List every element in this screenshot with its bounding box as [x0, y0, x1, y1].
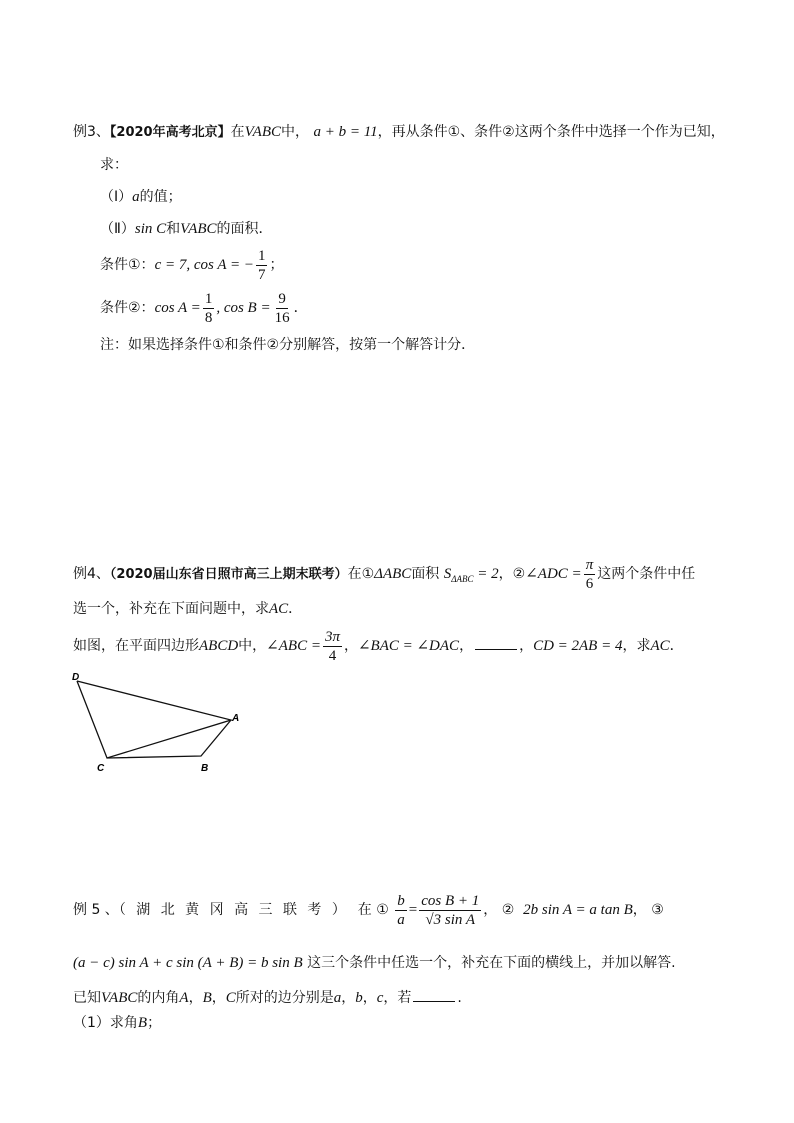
- ex4-prefix: 例4、: [73, 566, 110, 582]
- c2-label: 条件②：: [100, 300, 155, 316]
- ex4-l3-angle: ∠ABC =: [266, 638, 321, 654]
- ex5-sep: ，: [341, 990, 356, 1006]
- ex4-l3-ac: AC: [650, 638, 670, 654]
- label-D: D: [72, 672, 80, 683]
- ex5-A: A: [179, 990, 189, 1006]
- c2-fraction-2: [273, 290, 292, 327]
- ex4-answer-blank: [475, 637, 517, 650]
- label-A: A: [232, 713, 240, 724]
- ex5-vc: c: [376, 990, 384, 1006]
- figure-edges-dca: [77, 681, 231, 758]
- ex5-text: ， ②: [483, 902, 515, 918]
- ex4-area-val: = 2: [473, 566, 499, 582]
- ex4-area: S: [443, 566, 452, 582]
- ex5-sep: ，: [188, 990, 203, 1006]
- ex4-text: 在①: [347, 566, 375, 582]
- ex4-line2-end: ．: [288, 601, 303, 617]
- ex5-eq: =: [408, 902, 418, 918]
- ex5-l3-e: ，若: [383, 990, 412, 1006]
- ex4-l3-c: ，: [343, 638, 358, 654]
- c1-expr: c = 7, cos A = −: [154, 257, 254, 273]
- ex4-line3: [73, 626, 684, 666]
- ex4-l3-eq: ∠BAC = ∠DAC: [357, 638, 460, 654]
- ex4-l3-g: ．: [669, 638, 684, 654]
- ex5-line3: [73, 988, 462, 1008]
- ex5-q1-var: B: [137, 1015, 148, 1031]
- ex4-3pi-fraction: [323, 628, 342, 665]
- ex4-l3-f: ，求: [622, 638, 651, 654]
- ex3-condition-sum: a + b = 11: [313, 124, 378, 140]
- c1-label: 条件①：: [100, 257, 155, 273]
- ex4-quad: ABCD: [199, 638, 239, 654]
- q2-label: （Ⅱ）: [100, 221, 135, 237]
- ex5-f1-num: b: [397, 892, 405, 909]
- ex5-vb: b: [355, 990, 363, 1006]
- ex3-question-1: [100, 187, 182, 207]
- c1-fraction: [256, 247, 268, 284]
- ex5-cond2: 2b sin A = a tan B: [523, 902, 633, 918]
- ex4-pi-fraction: [584, 556, 596, 593]
- q2-tri: VABC: [180, 221, 217, 237]
- ex5-sep: ，: [362, 990, 377, 1006]
- ex3-note: 注：如果选择条件①和条件②分别解答，按第一个解答计分．: [100, 337, 476, 353]
- label-B: B: [201, 763, 209, 774]
- ex3-line2: 求：: [100, 157, 128, 173]
- ex4-line2-text: 选一个，补充在下面问题中，求: [73, 601, 269, 617]
- ex3-source: 【2020年高考北京】: [109, 125, 231, 140]
- ex4-text: 面积: [411, 566, 440, 582]
- ex3-line1: [73, 122, 725, 143]
- ex4-angle: ∠ADC =: [525, 566, 582, 582]
- c2-fraction-1: [203, 290, 215, 327]
- ex4-l3-b: 中，: [238, 638, 267, 654]
- c2-num1: 1: [204, 290, 213, 307]
- ex4-line1: [73, 554, 695, 599]
- q2-mid: 和: [166, 221, 181, 237]
- q1-var: a: [132, 189, 140, 205]
- q2-text: 的面积．: [216, 221, 273, 237]
- ex5-q1-end: ；: [147, 1015, 162, 1031]
- ex4-text: ，②: [498, 566, 526, 582]
- c2-end: ．: [293, 300, 308, 316]
- c2-den1: 8: [204, 309, 213, 326]
- ex5-answer-blank: [413, 989, 455, 1002]
- c1-end: ；: [269, 257, 284, 273]
- ex5-cond3: (a − c) sin A + c sin (A + B) = b sin B: [73, 955, 303, 971]
- ex5-B: B: [202, 990, 212, 1006]
- c2-expr2: , cos B =: [216, 300, 271, 316]
- ex3-text: 在: [230, 124, 245, 140]
- ex4-area-sub: ΔABC: [451, 573, 474, 584]
- ex5-C: C: [225, 990, 236, 1006]
- q1-label: （Ⅰ）: [100, 189, 133, 205]
- ex5-l3-d: 所对的边分别是: [235, 990, 334, 1006]
- ex5-question-1: [73, 1013, 161, 1033]
- ex4-3pi-den: 4: [328, 647, 337, 664]
- ex5-source: （ 湖 北 黄 冈 高 三 联 考 ）: [118, 902, 349, 918]
- c2-num2: 9: [278, 290, 286, 307]
- ex3-prefix: 例3、: [73, 124, 110, 140]
- ex3-text: ，再从条件①、条件②这两个条件中选择一个作为已知，: [377, 124, 725, 140]
- ex3-text: 中，: [281, 124, 309, 140]
- ex3-condition-2: [100, 288, 308, 328]
- c2-den2: 16: [274, 309, 290, 326]
- ex5-line1: [73, 888, 664, 932]
- ex5-line2-text: 这三个条件中任选一个，补充在下面的横线上，并加以解答.: [307, 955, 676, 971]
- label-C: C: [97, 763, 105, 774]
- ex4-l3-a: 如图，在平面四边形: [73, 638, 199, 654]
- ex4-pi-num: π: [585, 556, 594, 573]
- ex4-3pi-num: 3π: [324, 628, 340, 645]
- ex5-sep: ，: [211, 990, 226, 1006]
- ex5-f1-den: a: [397, 911, 405, 928]
- ex5-text: 在 ①: [357, 902, 389, 918]
- c1-num: 1: [257, 247, 266, 264]
- ex5-f2-den: √3 sin A: [425, 911, 476, 928]
- ex5-q1-text: （1）求角: [73, 1015, 138, 1031]
- ex5-l3-b: 的内角: [137, 990, 180, 1006]
- c1-den: 7: [257, 266, 266, 283]
- ex5-tri: VABC: [101, 990, 138, 1006]
- ex5-l3-a: 已知: [73, 990, 101, 1006]
- ex4-source: （2020届山东省日照市高三上期末联考）: [109, 567, 348, 582]
- ex4-pi-den: 6: [585, 575, 594, 592]
- ex5-l3-end: .: [457, 990, 462, 1006]
- ex5-line2: [73, 953, 676, 973]
- ex5-prefix: 例 5 、: [73, 902, 119, 918]
- ex4-l3-e: ，: [519, 638, 534, 654]
- q2-expr: sin C: [134, 221, 167, 237]
- ex4-line2-var: AC: [269, 601, 289, 617]
- ex5-fraction-cos: [419, 892, 481, 929]
- ex4-l3-cd: CD = 2AB = 4: [533, 638, 623, 654]
- ex5-f2-num: cos B + 1: [421, 892, 480, 909]
- quadrilateral-figure: [68, 668, 258, 778]
- ex3-question-2: [100, 219, 273, 239]
- ex3-triangle: VABC: [244, 124, 281, 140]
- ex5-text: ， ③: [632, 902, 664, 918]
- c2-expr1: cos A =: [154, 300, 201, 316]
- ex4-l3-d: ，: [459, 638, 474, 654]
- ex4-text: 这两个条件中任: [597, 566, 696, 582]
- ex3-condition-1: [100, 245, 283, 285]
- ex5-fraction-b-a: [395, 892, 407, 929]
- ex4-triangle: ΔABC: [374, 566, 412, 582]
- ex4-line2: [73, 599, 302, 619]
- ex5-va: a: [333, 990, 342, 1006]
- q1-text: 的值；: [139, 189, 182, 205]
